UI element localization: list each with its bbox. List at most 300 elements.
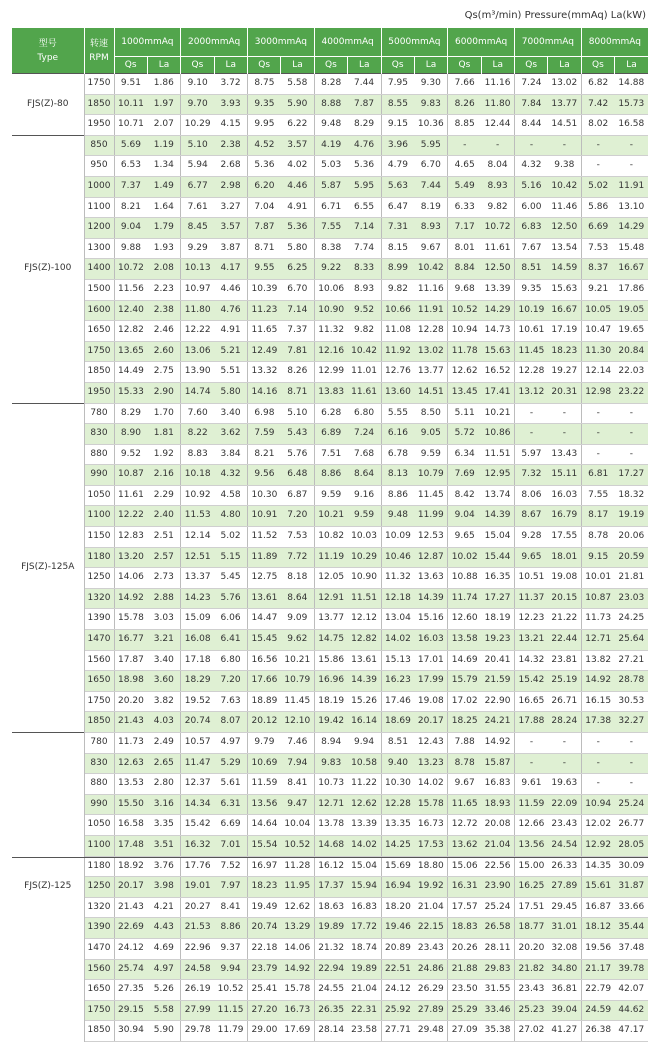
la-cell: 2.29 [147,485,180,506]
qs-cell: - [581,135,614,156]
qs-cell: 12.71 [314,794,347,815]
la-cell: 5.90 [281,94,314,115]
qs-cell: 8.83 [181,444,214,465]
la-cell: 5.21 [214,341,247,362]
la-cell: 3.27 [214,197,247,218]
qs-cell: 5.02 [581,176,614,197]
la-cell: 19.27 [548,362,581,383]
qs-cell: - [515,135,548,156]
la-cell: 9.83 [414,94,447,115]
qs-cell: 15.42 [515,671,548,692]
rpm-cell: 1750 [84,341,114,362]
la-cell: 6.69 [214,815,247,836]
la-cell: 7.72 [281,547,314,568]
la-cell: 1.34 [147,156,180,177]
la-cell: 13.10 [615,197,648,218]
rpm-cell: 1850 [84,362,114,383]
la-cell: 5.10 [281,403,314,424]
qs-cell: 10.72 [114,259,147,280]
qs-cell: 19.52 [181,691,214,712]
la-cell: 24.54 [548,835,581,856]
qs-cell: 8.26 [448,94,481,115]
qs-cell: 6.89 [314,424,347,445]
la-cell: 19.05 [615,300,648,321]
la-cell: 11.95 [281,877,314,898]
qs-cell: 13.58 [448,630,481,651]
qs-cell: 7.61 [181,197,214,218]
la-cell: 4.21 [147,897,180,918]
qs-cell: 15.79 [448,671,481,692]
qs-cell: 5.16 [515,176,548,197]
qs-cell: 10.09 [381,527,414,548]
qs-cell: 19.56 [581,938,614,959]
qs-cell: 8.88 [314,94,347,115]
qs-cell: 9.48 [314,115,347,136]
la-cell: 1.79 [147,218,180,239]
la-cell: 8.86 [214,918,247,939]
qs-cell: 15.33 [114,382,147,403]
qs-cell: 8.13 [381,465,414,486]
qs-cell: 8.86 [314,465,347,486]
la-cell: 5.90 [147,1021,180,1042]
la-cell: 15.44 [481,547,514,568]
qs-cell: 9.67 [448,774,481,795]
qs-cell: 10.06 [314,279,347,300]
qs-cell: 6.83 [515,218,548,239]
qs-cell: 5.49 [448,176,481,197]
table-row [12,691,648,712]
table-row [12,547,648,568]
qs-cell: 10.29 [181,115,214,136]
qs-cell: 12.28 [515,362,548,383]
la-cell: - [481,135,514,156]
qs-cell: - [581,156,614,177]
la-cell: 31.01 [548,918,581,939]
qs-cell: 18.69 [381,712,414,733]
qs-cell: 6.53 [114,156,147,177]
la-cell: 14.02 [414,774,447,795]
rpm-cell: 1560 [84,650,114,671]
la-cell: 5.29 [214,753,247,774]
qs-cell: 8.42 [448,485,481,506]
la-cell: 11.91 [615,176,648,197]
qs-cell: 5.97 [515,444,548,465]
qs-cell: 8.85 [448,115,481,136]
la-cell: 7.14 [348,218,381,239]
la-cell: 1.86 [147,74,180,95]
la-cell: 8.41 [281,774,314,795]
la-cell: 17.69 [281,1021,314,1042]
qs-cell: 4.19 [314,135,347,156]
la-cell: 4.69 [147,938,180,959]
qs-cell: 22.18 [248,938,281,959]
qs-cell: 11.32 [381,568,414,589]
la-cell: 10.21 [281,650,314,671]
la-cell: 5.51 [214,362,247,383]
la-cell: 14.39 [414,588,447,609]
qs-cell: 9.61 [515,774,548,795]
la-cell: 6.41 [214,630,247,651]
la-cell: 8.19 [414,197,447,218]
la-cell: 20.41 [481,650,514,671]
qs-cell: 16.31 [448,877,481,898]
la-cell: 18.80 [414,856,447,877]
qs-cell: 5.86 [581,197,614,218]
table-row [12,341,648,362]
la-cell: 29.83 [481,959,514,980]
qs-cell: 22.69 [114,918,147,939]
qs-cell: 5.63 [381,176,414,197]
la-cell: 3.16 [147,794,180,815]
la-cell: - [548,733,581,754]
qs-cell: 5.36 [248,156,281,177]
qs-cell: 9.56 [248,465,281,486]
la-cell: 7.63 [214,691,247,712]
qs-cell: 8.28 [314,74,347,95]
la-cell: 11.61 [348,382,381,403]
la-cell: 19.89 [348,959,381,980]
rpm-header-en: RPM [89,52,109,63]
la-cell: - [548,424,581,445]
qs-cell: 23.43 [515,980,548,1001]
qs-cell: 12.37 [181,774,214,795]
la-cell: 21.04 [348,980,381,1001]
rpm-cell: 1300 [84,238,114,259]
pressure-header: 2000mmAq [181,28,248,57]
qs-cell: 12.75 [248,568,281,589]
rpm-cell: 1050 [84,485,114,506]
la-cell: 5.95 [414,135,447,156]
qs-cell: 16.97 [248,856,281,877]
la-cell: 17.86 [615,279,648,300]
la-cell: 3.84 [214,444,247,465]
la-cell: 24.21 [481,712,514,733]
la-cell: - [615,424,648,445]
qs-cell: 13.62 [448,835,481,856]
model-type-cell: FJS(Z)-125 [12,733,84,1042]
qs-subheader: Qs [515,57,548,74]
la-cell: 14.39 [481,506,514,527]
la-cell: 9.09 [281,609,314,630]
la-cell: 8.93 [414,218,447,239]
table-row [12,774,648,795]
table-row [12,527,648,548]
qs-cell: 10.30 [248,485,281,506]
la-cell: 9.30 [414,74,447,95]
la-cell: 6.55 [348,197,381,218]
rpm-cell: 990 [84,465,114,486]
type-header-en: Type [37,52,59,63]
la-cell: 23.43 [548,815,581,836]
qs-cell: 6.20 [248,176,281,197]
qs-cell: 9.40 [381,753,414,774]
rpm-cell: 1850 [84,94,114,115]
qs-cell: 10.47 [581,321,614,342]
la-cell: 7.01 [214,835,247,856]
la-cell: 2.51 [147,527,180,548]
la-cell: 20.84 [615,341,648,362]
qs-cell: 18.98 [114,671,147,692]
qs-cell: 13.65 [114,341,147,362]
qs-cell: 16.77 [114,630,147,651]
la-cell: 1.81 [147,424,180,445]
la-cell: 10.52 [214,980,247,1001]
table-row [12,959,648,980]
la-cell: 4.76 [214,300,247,321]
la-cell: 5.58 [147,1000,180,1021]
la-cell: 3.76 [147,856,180,877]
qs-cell: 10.13 [181,259,214,280]
table-row [12,856,648,877]
qs-cell: 9.21 [581,279,614,300]
la-cell: 2.90 [147,382,180,403]
la-cell: 17.99 [414,671,447,692]
la-cell: 16.03 [548,485,581,506]
qs-cell: 21.82 [515,959,548,980]
la-cell: 18.19 [481,609,514,630]
la-cell: 26.58 [481,918,514,939]
qs-cell: 13.45 [448,382,481,403]
la-cell: 12.87 [414,547,447,568]
rpm-cell: 1600 [84,300,114,321]
la-cell: 6.70 [414,156,447,177]
la-cell: 29.48 [414,1021,447,1042]
qs-cell: 14.35 [581,856,614,877]
qs-cell: 11.78 [448,341,481,362]
qs-cell: 10.11 [114,94,147,115]
qs-cell: 9.04 [448,506,481,527]
la-cell: 1.49 [147,176,180,197]
qs-cell: 10.05 [581,300,614,321]
qs-cell: 18.23 [248,877,281,898]
qs-cell: 14.16 [248,382,281,403]
table-row [12,94,648,115]
la-cell: 3.62 [214,424,247,445]
qs-cell: 5.94 [181,156,214,177]
qs-cell: 8.71 [248,238,281,259]
qs-cell: 10.94 [448,321,481,342]
la-cell: 2.80 [147,774,180,795]
la-cell: 13.54 [548,238,581,259]
qs-cell: 13.21 [515,630,548,651]
qs-cell: 11.80 [181,300,214,321]
qs-cell: 8.78 [581,527,614,548]
la-cell: - [548,135,581,156]
la-cell: - [615,403,648,424]
qs-cell: - [581,774,614,795]
table-row [12,176,648,197]
qs-cell: 5.03 [314,156,347,177]
la-cell: 9.16 [348,485,381,506]
qs-cell: 17.02 [448,691,481,712]
qs-cell: 13.77 [314,609,347,630]
la-cell: 3.72 [214,74,247,95]
qs-cell: 14.02 [381,630,414,651]
qs-cell: 18.19 [314,691,347,712]
qs-cell: 7.60 [181,403,214,424]
la-cell: 10.52 [281,835,314,856]
qs-cell: 29.78 [181,1021,214,1042]
la-cell: 16.83 [348,897,381,918]
qs-cell: 4.32 [515,156,548,177]
qs-cell: 12.60 [448,609,481,630]
la-cell: - [615,774,648,795]
qs-cell: 7.32 [515,465,548,486]
qs-cell: 10.52 [448,300,481,321]
la-cell: 15.16 [414,609,447,630]
rpm-cell: 1560 [84,959,114,980]
rpm-header-cn: 转速 [89,38,108,49]
qs-cell: 12.05 [314,568,347,589]
la-cell: 24.86 [414,959,447,980]
la-cell: 9.62 [281,630,314,651]
qs-cell: 12.71 [581,630,614,651]
qs-cell: 12.18 [381,588,414,609]
la-cell: 2.60 [147,341,180,362]
unit-legend: Qs(m³/min) Pressure(mmAq) La(kW) [464,10,646,21]
qs-cell: 9.10 [181,74,214,95]
qs-cell: 22.96 [181,938,214,959]
table-row [12,815,648,836]
qs-cell: 8.21 [248,444,281,465]
la-cell: 15.73 [615,94,648,115]
qs-cell: 10.61 [515,321,548,342]
qs-cell: 8.51 [381,733,414,754]
la-cell: 33.46 [481,1000,514,1021]
qs-cell: 8.55 [381,94,414,115]
qs-cell: 7.88 [448,733,481,754]
qs-cell: 17.87 [114,650,147,671]
rpm-cell: 1180 [84,856,114,877]
qs-cell: 17.38 [581,712,614,733]
qs-cell: 15.54 [248,835,281,856]
qs-cell: 10.73 [314,774,347,795]
la-cell: - [615,156,648,177]
qs-cell: 12.83 [114,527,147,548]
qs-cell: 11.61 [114,485,147,506]
qs-cell: 10.71 [114,115,147,136]
la-cell: 44.62 [615,1000,648,1021]
qs-cell: 4.79 [381,156,414,177]
qs-cell: 8.67 [515,506,548,527]
model-type-cell: FJS(Z)-80 [12,74,84,136]
qs-cell: 11.53 [181,506,214,527]
la-cell: 10.04 [281,815,314,836]
qs-cell: 9.28 [515,527,548,548]
qs-cell: 10.01 [581,568,614,589]
la-cell: 34.80 [548,959,581,980]
table-row [12,403,648,424]
la-cell: 15.63 [481,341,514,362]
rpm-cell: 780 [84,733,114,754]
rpm-cell: 1400 [84,259,114,280]
la-cell: 14.39 [348,671,381,692]
table-row [12,650,648,671]
la-subheader: La [147,57,180,74]
la-cell: 20.17 [414,712,447,733]
la-cell: 2.73 [147,568,180,589]
qs-cell: 14.23 [181,588,214,609]
qs-cell: 11.74 [448,588,481,609]
qs-cell: 24.55 [314,980,347,1001]
la-cell: 26.29 [414,980,447,1001]
qs-cell: 11.08 [381,321,414,342]
la-cell: - [615,753,648,774]
qs-cell: 14.34 [181,794,214,815]
qs-subheader: Qs [248,57,281,74]
qs-cell: 21.17 [581,959,614,980]
qs-cell: 6.28 [314,403,347,424]
la-cell: 16.83 [481,774,514,795]
qs-cell: 6.16 [381,424,414,445]
qs-cell: 21.88 [448,959,481,980]
rpm-cell: 780 [84,403,114,424]
la-cell: 17.53 [414,835,447,856]
qs-cell: 15.00 [515,856,548,877]
qs-cell: 9.51 [114,74,147,95]
la-cell: 2.65 [147,753,180,774]
qs-cell: 10.66 [381,300,414,321]
qs-cell: 14.64 [248,815,281,836]
rpm-cell: 1100 [84,506,114,527]
la-cell: 14.92 [281,959,314,980]
qs-cell: 10.90 [314,300,347,321]
qs-cell: 11.37 [515,588,548,609]
qs-cell: 8.22 [181,424,214,445]
qs-cell: 20.27 [181,897,214,918]
la-cell: 10.86 [481,424,514,445]
la-cell: 11.51 [348,588,381,609]
rpm-cell: 1100 [84,197,114,218]
qs-cell: 13.06 [181,341,214,362]
la-cell: 4.97 [214,733,247,754]
la-cell: 2.38 [214,135,247,156]
qs-cell: 13.04 [381,609,414,630]
la-cell: 14.06 [281,938,314,959]
qs-cell: 9.70 [181,94,214,115]
qs-cell: 14.69 [448,650,481,671]
la-subheader: La [414,57,447,74]
la-cell: 19.19 [615,506,648,527]
rpm-cell: 990 [84,794,114,815]
la-cell: 16.35 [481,568,514,589]
la-cell: 23.03 [615,588,648,609]
la-cell: 27.21 [615,650,648,671]
qs-cell: 6.77 [181,176,214,197]
la-cell: 39.04 [548,1000,581,1021]
rpm-cell: 1470 [84,630,114,651]
la-cell: 2.68 [214,156,247,177]
la-cell: 7.53 [281,527,314,548]
table-row [12,115,648,136]
la-cell: 14.29 [615,218,648,239]
qs-subheader: Qs [581,57,614,74]
qs-cell: 8.75 [248,74,281,95]
la-cell: 13.77 [414,362,447,383]
la-cell: 16.14 [348,712,381,733]
la-cell: 12.62 [281,897,314,918]
rpm-cell: 1050 [84,815,114,836]
la-subheader: La [214,57,247,74]
qs-cell: - [515,753,548,774]
qs-cell: - [581,424,614,445]
la-cell: 13.39 [348,815,381,836]
la-cell: 20.06 [615,527,648,548]
qs-cell: 16.96 [314,671,347,692]
la-cell: 18.23 [548,341,581,362]
qs-cell: 9.68 [448,279,481,300]
qs-cell: 13.37 [181,568,214,589]
